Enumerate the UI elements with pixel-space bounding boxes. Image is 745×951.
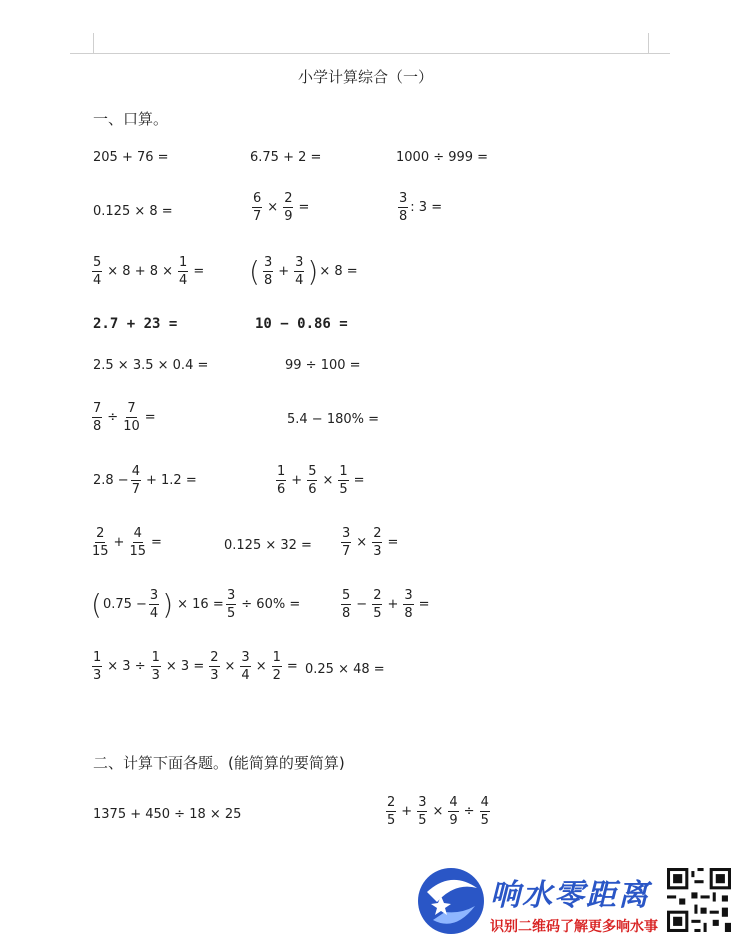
fraction: $\frac{3}{8}$ <box>404 588 413 621</box>
brand-name: 响水零距离 <box>490 878 650 913</box>
fraction: $\frac{7}{8}$ <box>93 401 102 434</box>
header-margin-mark-right <box>648 33 649 53</box>
r1-c: 1000 ÷ 999 = <box>396 150 489 165</box>
header-margin-mark-left <box>93 33 94 53</box>
r7-b: $\frac{1}{6}$ + $\frac{5}{6}$ × $\frac{1}{5}$ = <box>277 464 365 497</box>
section2-heading: 二、计算下面各题。(能简算的要简算) <box>93 754 345 772</box>
fraction: $\frac{5}{4}$ <box>93 255 102 288</box>
brand-logo-icon <box>415 862 487 940</box>
r5-a: 2.5 × 3.5 × 0.4 = <box>93 358 209 373</box>
fraction: $\frac{1}{3}$ <box>151 650 160 683</box>
section1-heading: 一、口算。 <box>93 110 169 128</box>
brand-watermark <box>415 862 745 947</box>
r1-a: 205 + 76 = <box>93 150 169 165</box>
r8-a: $\frac{2}{15}$ + $\frac{4}{15}$ = <box>92 526 162 559</box>
fraction: $\frac{6}{7}$ <box>253 191 262 224</box>
qr-code-icon[interactable] <box>667 868 731 932</box>
page-title: 小学计算综合（一） <box>298 68 434 86</box>
r3-a: $\frac{5}{4}$ × 8 + 8 × $\frac{1}{4}$ = <box>93 255 205 288</box>
r4-b: 10 − 0.86 = <box>255 316 348 332</box>
fraction: $\frac{4}{9}$ <box>449 795 458 828</box>
fraction: $\frac{2}{15}$ <box>92 526 109 559</box>
r9-a: ( 0.75 − $\frac{3}{4}$ ) × 16 = <box>91 587 224 621</box>
fraction: $\frac{1}{2}$ <box>272 650 281 683</box>
r2-b: $\frac{6}{7}$ × $\frac{2}{9}$ = <box>253 191 310 224</box>
fraction: $\frac{5}{6}$ <box>308 464 317 497</box>
fraction: $\frac{3}{5}$ <box>418 795 427 828</box>
brand-tagline: 识别二维码了解更多响水事 <box>490 919 658 935</box>
fraction: $\frac{4}{7}$ <box>131 464 140 497</box>
fraction: $\frac{1}{6}$ <box>277 464 286 497</box>
r1-b: 6.75 + 2 = <box>250 150 322 165</box>
fraction: $\frac{2}{3}$ <box>210 650 219 683</box>
r10-a: $\frac{1}{3}$ × 3 ÷ $\frac{1}{3}$ × 3 = $\frac{2}{3}$ × $\frac{3}{4}$ × $\frac{1}{2}$ = <box>93 650 298 683</box>
r2-c: $\frac{3}{8}$ : 3 = <box>399 191 443 224</box>
r4-a: 2.7 + 23 = <box>93 316 178 332</box>
fraction: $\frac{1}{3}$ <box>93 650 102 683</box>
fraction: $\frac{3}{8}$ <box>263 255 273 288</box>
fraction: $\frac{3}{5}$ <box>227 588 236 621</box>
fraction: $\frac{2}{9}$ <box>284 191 293 224</box>
r8-c: $\frac{3}{7}$ × $\frac{2}{3}$ = <box>342 526 399 559</box>
fraction: $\frac{1}{5}$ <box>339 464 348 497</box>
r6-a: $\frac{7}{8}$ ÷ $\frac{7}{10}$ = <box>93 401 156 434</box>
r8-b: 0.125 × 32 = <box>224 538 312 553</box>
fraction: $\frac{5}{8}$ <box>342 588 351 621</box>
r7-a: 2.8 − $\frac{4}{7}$ + 1.2 = <box>93 464 197 497</box>
r9-c: $\frac{5}{8}$ − $\frac{2}{5}$ + $\frac{3}{8}$ = <box>342 588 430 621</box>
fraction: $\frac{3}{4}$ <box>149 588 159 621</box>
header-rule <box>70 53 670 54</box>
r9-b: $\frac{3}{5}$ ÷ 60% = <box>227 588 301 621</box>
s2-e2: $\frac{2}{5}$ + $\frac{3}{5}$ × $\frac{4}{9}$ ÷ $\frac{4}{5}$ <box>387 795 489 828</box>
r6-b: 5.4 − 180% = <box>287 412 380 427</box>
fraction: $\frac{3}{7}$ <box>342 526 351 559</box>
fraction: $\frac{4}{5}$ <box>480 795 489 828</box>
s2-e1: 1375 + 450 ÷ 18 × 25 <box>93 807 242 822</box>
fraction: $\frac{3}{4}$ <box>295 255 304 288</box>
fraction: $\frac{7}{10}$ <box>123 401 140 434</box>
fraction: $\frac{2}{3}$ <box>373 526 382 559</box>
fraction: $\frac{3}{4}$ <box>241 650 250 683</box>
fraction: $\frac{3}{8}$ <box>399 191 408 224</box>
fraction: $\frac{2}{5}$ <box>387 795 396 828</box>
r3-b: ( $\frac{3}{8}$ + $\frac{3}{4}$ ) × 8 = <box>249 254 358 288</box>
r2-a: 0.125 × 8 = <box>93 204 173 219</box>
fraction: $\frac{1}{4}$ <box>179 255 188 288</box>
r5-b: 99 ÷ 100 = <box>285 358 361 373</box>
fraction: $\frac{4}{15}$ <box>129 526 146 559</box>
fraction: $\frac{2}{5}$ <box>373 588 382 621</box>
r10-b: 0.25 × 48 = <box>305 662 385 677</box>
